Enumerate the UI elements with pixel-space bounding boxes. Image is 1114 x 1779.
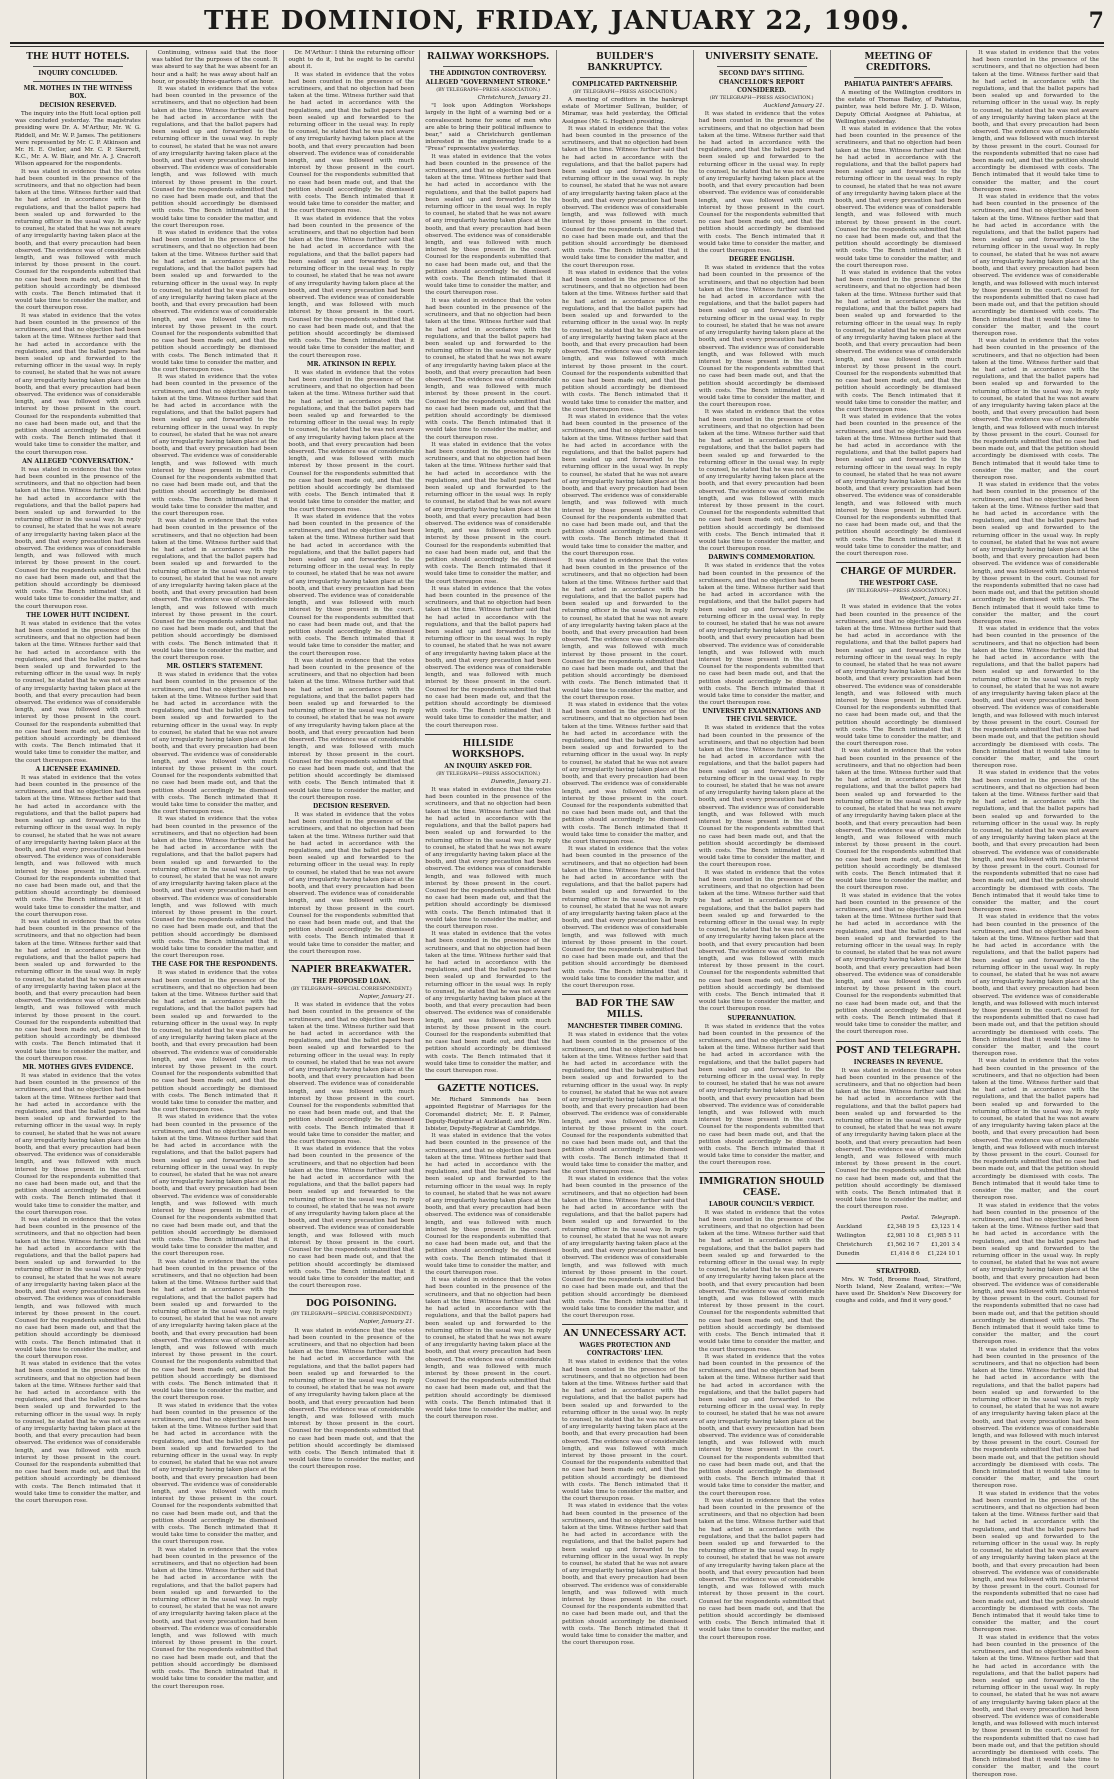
article-body: It was stated in evidence that the votes had been counted in the presence of the scrutineers, and that no objection had been taken at the time. Witness further said that he had acted in accordance with the regulations, and that the ballot papers had been sealed up and forwarded to the returning officer in the usual way. In reply to counsel, he stated that he was not aware of any irregularity having taken place at the booth, and that every precaution had been observed. The evidence was of considerable length, and was followed with much interest by those present in the court. Counsel for the respondents submitted that no case had been made out, and that the petition should accordingly be dismissed with costs. The Bench intimated that it would take time to consider the matter, and the court thereupon rose. <box>698 1209 825 1353</box>
revenue-table <box>836 1214 962 1259</box>
article-subheading: PAHIATUA PAINTER'S AFFAIRS. <box>844 81 953 88</box>
wire-credit: (BY TELEGRAPH—PRESS ASSOCIATION.) <box>709 96 814 101</box>
article-body: It was stated in evidence that the votes had been counted in the presence of the scrutineers, and that no objection had been taken at the time. Witness further said that he had acted in accordance with the regulations, and that the ballot papers had been sealed up and forwarded to the returning officer in the usual way. In reply to counsel, he stated that he was not aware of any irregularity having taken place at the booth, and that every precaution had been observed. The evidence was of considerable length, and was followed with much interest by those present in the court. Counsel for the respondents submitted that no case had been made out, and that the petition should accordingly be dismissed with costs. The Bench intimated that it would take time to consider the matter, and the court thereupon rose. <box>972 1058 1099 1202</box>
article-heading: HILLSIDE WORKSHOPS. <box>452 738 525 760</box>
article-body: It was stated in evidence that the votes had been counted in the presence of the scrutineers, and that no objection had been taken at the time. Witness further said that he had acted in accordance with the regulations, and that the ballot papers had been sealed up and forwarded to the returning officer in the usual way. In reply to counsel, he stated that he was not aware of any irregularity having taken place at the booth, and that every precaution had been observed. The evidence was of considerable length, and was followed with much interest by those present in the court. Counsel for the respondents submitted that no case had been made out, and that the petition should accordingly be dismissed with costs. The Bench intimated that it would take time to consider the matter, and the court thereupon rose. <box>698 1497 825 1641</box>
article-body: It was stated in evidence that the votes had been counted in the presence of the scrutineers, and that no objection had been taken at the time. Witness further said that he had acted in accordance with the regulations, and that the ballot papers had been sealed up and forwarded to the returning officer in the usual way. In reply to counsel, he stated that he was not aware of any irregularity having taken place at the booth, and that every precaution had been observed. The evidence was of considerable length, and was followed with much interest by those present in the court. Counsel for the respondents submitted that no case had been made out, and that the petition should accordingly be dismissed with costs. The Bench intimated that it would take time to consider the matter, and the court thereupon rose. <box>288 71 415 215</box>
article-lead: A meeting of creditors in the bankrupt estate of Mortimer Sullivan, builder, of Miramar, was held yesterday, the Official Assignee (Mr. G. Hogben) presiding. <box>562 97 688 125</box>
article-body: It was stated in evidence that the votes had been counted in the presence of the scrutineers, and that no objection had been taken at the time. Witness further said that he had acted in accordance with the regulations, and that the ballot papers had been sealed up and forwarded to the returning officer in the usual way. In reply to counsel, he stated that he was not aware of any irregularity having taken place at the booth, and that every precaution had been observed. The evidence was of considerable length, and was followed with much interest by those present in the court. Counsel for the respondents submitted that no case had been made out, and that the petition should accordingly be dismissed with costs. The Bench intimated that it would take time to consider the matter, and the court thereupon rose. <box>151 970 278 1114</box>
article-body: It was stated in evidence that the votes had been counted in the presence of the scrutineers, and that no objection had been taken at the time. Witness further said that he had acted in accordance with the regulations, and that the ballot papers had been sealed up and forwarded to the returning officer in the usual way. In reply to counsel, he stated that he was not aware of any irregularity having taken place at the booth, and that every precaution had been observed. The evidence was of considerable length, and was followed with much interest by those present in the court. Counsel for the respondents submitted that no case had been made out, and that the petition should accordingly be dismissed with costs. The Bench intimated that it would take time to consider the matter, and the court thereupon rose. <box>698 725 825 869</box>
article-body: It was stated in evidence that the votes had been counted in the presence of the scrutineers, and that no objection had been taken at the time. Witness further said that he had acted in accordance with the regulations, and that the ballot papers had been sealed up and forwarded to the returning officer in the usual way. In reply to counsel, he stated that he was not aware of any irregularity having taken place at the booth, and that every precaution had been observed. The evidence was of considerable length, and was followed with much interest by those present in the court. Counsel for the respondents submitted that no case had been made out, and that the petition should accordingly be dismissed with costs. The Bench intimated that it would take time to consider the matter, and the court thereupon rose. <box>288 215 415 359</box>
table-header-row <box>836 1214 962 1223</box>
article-body: It was stated in evidence that the votes had been counted in the presence of the scrutineers, and that no objection had been taken at the time. Witness further said that he had acted in accordance with the regulations, and that the ballot papers had been sealed up and forwarded to the returning officer in the usual way. In reply to counsel, he stated that he was not aware of any irregularity having taken place at the booth, and that every precaution had been observed. The evidence was of considerable length, and was followed with much interest by those present in the court. Counsel for the respondents submitted that no case had been made out, and that the petition should accordingly be dismissed with costs. The Bench intimated that it would take time to consider the matter, and the court thereupon rose. <box>151 672 278 816</box>
article-body: It was stated in evidence that the votes had been counted in the presence of the scrutineers, and that no objection had been taken at the time. Witness further said that he had acted in accordance with the regulations, and that the ballot papers had been sealed up and forwarded to the returning officer in the usual way. In reply to counsel, he stated that he was not aware of any irregularity having taken place at the booth, and that every precaution had been observed. The evidence was of considerable length, and was followed with much interest by those present in the court. Counsel for the respondents submitted that no case had been made out, and that the petition should accordingly be dismissed with costs. The Bench intimated that it would take time to consider the matter, and the court thereupon rose. <box>835 604 962 748</box>
divider <box>836 1263 962 1264</box>
article-body: It was stated in evidence that the votes had been counted in the presence of the scrutineers, and that no objection had been taken at the time. Witness further said that he had acted in accordance with the regulations, and that the ballot papers had been sealed up and forwarded to the returning officer in the usual way. In reply to counsel, he stated that he was not aware of any irregularity having taken place at the booth, and that every precaution had been observed. The evidence was of considerable length, and was followed with much interest by those present in the court. Counsel for the respondents submitted that no case had been made out, and that the petition should accordingly be dismissed with costs. The Bench intimated that it would take time to consider the matter, and the court thereupon rose. <box>562 1503 688 1647</box>
table-row <box>836 1241 962 1250</box>
column-6 <box>694 50 831 1779</box>
table-cell: Wellington <box>836 1232 866 1239</box>
article-heading: RAILWAY WORKSHOPS. <box>427 52 550 62</box>
article-body: It was stated in evidence that the votes had been counted in the presence of the scrutineers, and that no objection had been taken at the time. Witness further said that he had acted in accordance with the regulations, and that the ballot papers had been sealed up and forwarded to the returning officer in the usual way. In reply to counsel, he stated that he was not aware of any irregularity having taken place at the booth, and that every precaution had been observed. The evidence was of considerable length, and was followed with much interest by those present in the court. Counsel for the respondents submitted that no case had been made out, and that the petition should accordingly be dismissed with costs. The Bench intimated that it would take time to consider the matter, and the court thereupon rose. <box>972 626 1099 770</box>
column-4 <box>420 50 557 1779</box>
column-1 <box>10 50 147 1779</box>
table-row <box>836 1223 962 1232</box>
article-body: It was stated in evidence that the votes had been counted in the presence of the scrutineers, and that no objection had been taken at the time. Witness further said that he had acted in accordance with the regulations, and that the ballot papers had been sealed up and forwarded to the returning officer in the usual way. In reply to counsel, he stated that he was not aware of any irregularity having taken place at the booth, and that every precaution had been observed. The evidence was of considerable length, and was followed with much interest by those present in the court. Counsel for the respondents submitted that no case had been made out, and that the petition should accordingly be dismissed with costs. The Bench intimated that it would take time to consider the matter, and the court thereupon rose. <box>425 1277 551 1421</box>
table-cell: £1,985 5 11 <box>927 1232 961 1239</box>
article-body: It was stated in evidence that the votes had been counted in the presence of the scrutineers, and that no objection had been taken at the time. Witness further said that he had acted in accordance with the regulations, and that the ballot papers had been sealed up and forwarded to the returning officer in the usual way. In reply to counsel, he stated that he was not aware of any irregularity having taken place at the booth, and that every precaution had been observed. The evidence was of considerable length, and was followed with much interest by those present in the court. Counsel for the respondents submitted that no case had been made out, and that the petition should accordingly be dismissed with costs. The Bench intimated that it would take time to consider the matter, and the court thereupon rose. <box>698 111 825 255</box>
dateline: Dunedin, January 21. <box>490 778 551 785</box>
divider <box>717 66 807 67</box>
article-body: It was stated in evidence that the votes had been counted in the presence of the scrutineers, and that no objection had been taken at the time. Witness further said that he had acted in accordance with the regulations, and that the ballot papers had been sealed up and forwarded to the returning officer in the usual way. In reply to counsel, he stated that he was not aware of any irregularity having taken place at the booth, and that every precaution had been observed. The evidence was of considerable length, and was followed with much interest by those present in the court. Counsel for the respondents submitted that no case had been made out, and that the petition should accordingly be dismissed with costs. The Bench intimated that it would take time to consider the matter, and the court thereupon rose. <box>972 194 1099 337</box>
wire-credit: (BY TELEGRAPH—PRESS ASSOCIATION.) <box>436 88 541 93</box>
article-body: It was stated in evidence that the votes had been counted in the presence of the scrutineers, and that no objection had been taken at the time. Witness further said that he had acted in accordance with the regulations, and that the ballot papers had been sealed up and forwarded to the returning officer in the usual way. In reply to counsel, he stated that he was not aware of any irregularity having taken place at the booth, and that every precaution had been observed. The evidence was of considerable length, and was followed with much interest by those present in the court. Counsel for the respondents submitted that no case had been made out, and that the petition should accordingly be dismissed with costs. The Bench intimated that it would take time to consider the matter, and the court thereupon rose. <box>835 748 962 892</box>
article-subheading: MANCHESTER TIMBER COMING. <box>567 1023 683 1031</box>
table-cell: £2,981 10 8 <box>887 1232 920 1239</box>
dateline: Napier, January 21. <box>359 1319 415 1326</box>
article-body: It was stated in evidence that the votes had been counted in the presence of the scrutineers, and that no objection had been taken at the time. Witness further said that he had acted in accordance with the regulations, and that the ballot papers had been sealed up and forwarded to the returning officer in the usual way. In reply to counsel, he stated that he was not aware of any irregularity having taken place at the booth, and that every precaution had been observed. The evidence was of considerable length, and was followed with much interest by those present in the court. Counsel for the respondents submitted that no case had been made out, and that the petition should accordingly be dismissed with costs. The Bench intimated that it would take time to consider the matter, and the court thereupon rose. <box>562 558 688 701</box>
section-heading: MR. MOTHES GIVES EVIDENCE. <box>22 1064 134 1071</box>
article-body: It was stated in evidence that the votes had been counted in the presence of the scrutineers, and that no objection had been taken at the time. Witness further said that he had acted in accordance with the regulations, and that the ballot papers had been sealed up and forwarded to the returning officer in the usual way. In reply to counsel, he stated that he was not aware of any irregularity having taken place at the booth, and that every precaution had been observed. The evidence was of considerable length, and was followed with much interest by those present in the court. Counsel for the respondents submitted that no case had been made out, and that the petition should accordingly be dismissed with costs. The Bench intimated that it would take time to consider the matter, and the court thereupon rose. <box>15 774 141 918</box>
article-body: It was stated in evidence that the votes had been counted in the presence of the scrutineers, and that no objection had been taken at the time. Witness further said that he had acted in accordance with the regulations, and that the ballot papers had been sealed up and forwarded to the returning officer in the usual way. In reply to counsel, he stated that he was not aware of any irregularity having taken place at the booth, and that every precaution had been observed. The evidence was of considerable length, and was followed with much interest by those present in the court. Counsel for the respondents submitted that no case had been made out, and that the petition should accordingly be dismissed with costs. The Bench intimated that it would take time to consider the matter, and the court thereupon rose. <box>562 702 688 845</box>
article-heading: POST AND TELEGRAPH. <box>836 1045 961 1056</box>
divider <box>425 734 551 735</box>
article-heading: UNIVERSITY SENATE. <box>704 52 819 62</box>
article-body: It was stated in evidence that the votes had been counted in the presence of the scrutineers, and that no objection had been taken at the time. Witness further said that he had acted in accordance with the regulations, and that the ballot papers had been sealed up and forwarded to the returning officer in the usual way. In reply to counsel, he stated that he was not aware of any irregularity having taken place at the booth, and that every precaution had been observed. The evidence was of considerable length, and was followed with much interest by those present in the court. Counsel for the respondents submitted that no case had been made out, and that the petition should accordingly be dismissed with costs. The Bench intimated that it would take time to consider the matter, and the court thereupon rose. <box>15 1361 141 1504</box>
divider <box>443 66 533 67</box>
section-heading: AN ALLEGED "CONVERSATION." <box>22 457 134 465</box>
divider <box>854 77 944 78</box>
divider <box>33 81 123 82</box>
article-subheading: THE ADDINGTON CONTROVERSY. <box>429 70 547 77</box>
wire-credit: (BY TELEGRAPH—PRESS ASSOCIATION.) <box>846 589 951 595</box>
article-body: It was stated in evidence that the votes had been counted in the presence of the scrutineers, and that no objection had been taken at the time. Witness further said that he had acted in accordance with the regulations, and that the ballot papers had been sealed up and forwarded to the returning officer in the usual way. In reply to counsel, he stated that he was not aware of any irregularity having taken place at the booth, and that every precaution had been observed. The evidence was of considerable length, and was followed with much interest by those present in the court. Counsel for the respondents submitted that no case had been made out, and that the petition should accordingly be dismissed with costs. The Bench intimated that it would take time to consider the matter, and the court thereupon rose. <box>15 168 141 312</box>
article-body: It was stated in evidence that the votes had been counted in the presence of the scrutineers, and that no objection had been taken at the time. Witness further said that he had acted in accordance with the regulations, and that the ballot papers had been sealed up and forwarded to the returning officer in the usual way. In reply to counsel, he stated that he was not aware of any irregularity having taken place at the booth, and that every precaution had been observed. The evidence was of considerable length, and was followed with much interest by those present in the court. Counsel for the respondents submitted that no case had been made out, and that the petition should accordingly be dismissed with costs. The Bench intimated that it would take time to consider the matter, and the court thereupon rose. <box>562 1032 688 1176</box>
article-body: It was stated in evidence that the votes had been counted in the presence of the scrutineers, and that no objection had been taken at the time. Witness further said that he had acted in accordance with the regulations, and that the ballot papers had been sealed up and forwarded to the returning officer in the usual way. In reply to counsel, he stated that he was not aware of any irregularity having taken place at the booth, and that every precaution had been observed. The evidence was of considerable length, and was followed with much interest by those present in the court. Counsel for the respondents submitted that no case had been made out, and that the petition should accordingly be dismissed with costs. The Bench intimated that it would take time to consider the matter, and the court thereupon rose. <box>15 312 141 456</box>
article-body: It was stated in evidence that the votes had been counted in the presence of the scrutineers, and that no objection had been taken at the time. Witness further said that he had acted in accordance with the regulations, and that the ballot papers had been sealed up and forwarded to the returning officer in the usual way. In reply to counsel, he stated that he was not aware of any irregularity having taken place at the booth, and that every precaution had been observed. The evidence was of considerable length, and was followed with much interest by those present in the court. Counsel for the respondents submitted that no case had been made out, and that the petition should accordingly be dismissed with costs. The Bench intimated that it would take time to consider the matter, and the court thereupon rose. <box>151 1546 278 1690</box>
article-subheading: MR. MOTHES IN THE WITNESS BOX. <box>23 85 133 100</box>
article-lead: Continuing, witness said that the floor was tabled for the purposes of the count. It was absurd to say that he was absent for an hour and a half; he was away about half an hour, or possibly three-quarters of an hour. <box>151 50 278 85</box>
article-lead: Mrs. W. Todd, Broome Road, Stratford, North Island, New Zealand, writes:—"We have used Dr. Sheldon's New Discovery for coughs and colds, and find it very good." <box>835 1276 962 1305</box>
article-lead: Dr. M'Arthur: I think the returning officer ought to do it, but he ought to be careful about it. <box>288 50 415 71</box>
table-cell: £2,348 19 5 <box>887 1223 920 1230</box>
dateline: Napier, January 21. <box>359 993 415 1000</box>
divider <box>699 1172 825 1173</box>
article-subheading: THE PROPOSED LOAN. <box>312 977 391 985</box>
article-body: It was stated in evidence that the votes had been counted in the presence of the scrutineers, and that no objection had been taken at the time. Witness further said that he had acted in accordance with the regulations, and that the ballot papers had been sealed up and forwarded to the returning officer in the usual way. In reply to counsel, he stated that he was not aware of any irregularity having taken place at the booth, and that every precaution had been observed. The evidence was of considerable length, and was followed with much interest by those present in the court. Counsel for the respondents submitted that no case had been made out, and that the petition should accordingly be dismissed with costs. The Bench intimated that it would take time to consider the matter, and the court thereupon rose. <box>972 482 1099 626</box>
article-body: It was stated in evidence that the votes had been counted in the presence of the scrutineers, and that no objection had been taken at the time. Witness further said that he had acted in accordance with the regulations, and that the ballot papers had been sealed up and forwarded to the returning officer in the usual way. In reply to counsel, he stated that he was not aware of any irregularity having taken place at the booth, and that every precaution had been observed. The evidence was of considerable length, and was followed with much interest by those present in the court. Counsel for the respondents submitted that no case had been made out, and that the petition should accordingly be dismissed with costs. The Bench intimated that it would take time to consider the matter, and the court thereupon rose. <box>15 466 141 610</box>
article-body: It was stated in evidence that the votes had been counted in the presence of the scrutineers, and that no objection had been taken at the time. Witness further said that he had acted in accordance with the regulations, and that the ballot papers had been sealed up and forwarded to the returning officer in the usual way. In reply to counsel, he stated that he was not aware of any irregularity having taken place at the booth, and that every precaution had been observed. The evidence was of considerable length, and was followed with much interest by those present in the court. Counsel for the respondents submitted that no case had been made out, and that the petition should accordingly be dismissed with costs. The Bench intimated that it would take time to consider the matter, and the court thereupon rose. <box>698 1353 825 1497</box>
wire-credit: (BY TELEGRAPH—SPECIAL CORRESPONDENT.) <box>291 986 412 992</box>
article-body: It was stated in evidence that the votes had been counted in the presence of the scrutineers, and that no objection had been taken at the time. Witness further said that he had acted in accordance with the regulations, and that the ballot papers had been sealed up and forwarded to the returning officer in the usual way. In reply to counsel, he stated that he was not aware of any irregularity having taken place at the booth, and that every precaution had been observed. The evidence was of considerable length, and was followed with much interest by those present in the court. Counsel for the respondents submitted that no case had been made out, and that the petition should accordingly be dismissed with costs. The Bench intimated that it would take time to consider the matter, and the court thereupon rose. <box>151 816 278 960</box>
article-body: It was stated in evidence that the votes had been counted in the presence of the scrutineers, and that no objection had been taken at the time. Witness further said that he had acted in accordance with the regulations, and that the ballot papers had been sealed up and forwarded to the returning officer in the usual way. In reply to counsel, he stated that he was not aware of any irregularity having taken place at the booth, and that every precaution had been observed. The evidence was of considerable length, and was followed with much interest by those present in the court. Counsel for the respondents submitted that no case had been made out, and that the petition should accordingly be dismissed with costs. The Bench intimated that it would take time to consider the matter, and the court thereupon rose. <box>425 153 551 297</box>
dateline: Auckland January 21. <box>763 103 825 109</box>
article-body: It was stated in evidence that the votes had been counted in the presence of the scrutineers, and that no objection had been taken at the time. Witness further said that he had acted in accordance with the regulations, and that the ballot papers had been sealed up and forwarded to the returning officer in the usual way. In reply to counsel, he stated that he was not aware of any irregularity having taken place at the booth, and that every precaution had been observed. The evidence was of considerable length, and was followed with much interest by those present in the court. Counsel for the respondents submitted that no case had been made out, and that the petition should accordingly be dismissed with costs. The Bench intimated that it would take time to consider the matter, and the court thereupon rose. <box>151 518 278 662</box>
article-body: It was stated in evidence that the votes had been counted in the presence of the scrutineers, and that no objection had been taken at the time. Witness further said that he had acted in accordance with the regulations, and that the ballot papers had been sealed up and forwarded to the returning officer in the usual way. In reply to counsel, he stated that he was not aware of any irregularity having taken place at the booth, and that every precaution had been observed. The evidence was of considerable length, and was followed with much interest by those present in the court. Counsel for the respondents submitted that no case had been made out, and that the petition should accordingly be dismissed with costs. The Bench intimated that it would take time to consider the matter, and the court thereupon rose. <box>151 1258 278 1402</box>
table-cell: £1,224 10 1 <box>927 1250 961 1257</box>
article-heading: NAPIER BREAKWATER. <box>291 964 412 975</box>
article-body: It was stated in evidence that the votes had been counted in the presence of the scrutineers, and that no objection had been taken at the time. Witness further said that he had acted in accordance with the regulations, and that the ballot papers had been sealed up and forwarded to the returning officer in the usual way. In reply to counsel, he stated that he was not aware of any irregularity having taken place at the booth, and that every precaution had been observed. The evidence was of considerable length, and was followed with much interest by those present in the court. Counsel for the respondents submitted that no case had been made out, and that the petition should accordingly be dismissed with costs. The Bench intimated that it would take time to consider the matter, and the court thereupon rose. <box>835 126 962 269</box>
article-body: It was stated in evidence that the votes had been counted in the presence of the scrutineers, and that no objection had been taken at the time. Witness further said that he had acted in accordance with the regulations, and that the ballot papers had been sealed up and forwarded to the returning officer in the usual way. In reply to counsel, he stated that he was not aware of any irregularity having taken place at the booth, and that every precaution had been observed. The evidence was of considerable length, and was followed with much interest by those present in the court. Counsel for the respondents submitted that no case had been made out, and that the petition should accordingly be dismissed with costs. The Bench intimated that it would take time to consider the matter, and the court thereupon rose. <box>972 914 1099 1058</box>
article-body: It was stated in evidence that the votes had been counted in the presence of the scrutineers, and that no objection had been taken at the time. Witness further said that he had acted in accordance with the regulations, and that the ballot papers had been sealed up and forwarded to the returning officer in the usual way. In reply to counsel, he stated that he was not aware of any irregularity having taken place at the booth, and that every precaution had been observed. The evidence was of considerable length, and was followed with much interest by those present in the court. Counsel for the respondents submitted that no case had been made out, and that the petition should accordingly be dismissed with costs. The Bench intimated that it would take time to consider the matter, and the court thereupon rose. <box>835 414 962 557</box>
wire-credit: (BY TELEGRAPH—PRESS ASSOCIATION.) <box>436 771 541 777</box>
section-heading: UNIVERSITY EXAMINATIONS AND THE CIVIL SERVICE. <box>702 708 821 724</box>
article-body: It was stated in evidence that the votes had been counted in the presence of the scrutineers, and that no objection had been taken at the time. Witness further said that he had acted in accordance with the regulations, and that the ballot papers had been sealed up and forwarded to the returning officer in the usual way. In reply to counsel, he stated that he was not aware of any irregularity having taken place at the booth, and that every precaution had been observed. The evidence was of considerable length, and was followed with much interest by those present in the court. Counsel for the respondents submitted that no case had been made out, and that the petition should accordingly be dismissed with costs. The Bench intimated that it would take time to consider the matter, and the court thereupon rose. <box>288 811 415 955</box>
table-header-cell <box>836 1214 880 1223</box>
dateline: Christchurch, January 21. <box>477 95 551 101</box>
article-body: It was stated in evidence that the votes had been counted in the presence of the scrutineers, and that no objection had been taken at the time. Witness further said that he had acted in accordance with the regulations, and that the ballot papers had been sealed up and forwarded to the returning officer in the usual way. In reply to counsel, he stated that he was not aware of any irregularity having taken place at the booth, and that every precaution had been observed. The evidence was of considerable length, and was followed with much interest by those present in the court. Counsel for the respondents submitted that no case had been made out, and that the petition should accordingly be dismissed with costs. The Bench intimated that it would take time to consider the matter, and the court thereupon rose. <box>972 338 1099 481</box>
table-cell: £1,562 16 7 <box>887 1241 920 1248</box>
article-body: It was stated in evidence that the votes had been counted in the presence of the scrutineers, and that no objection had been taken at the time. Witness further said that he had acted in accordance with the regulations, and that the ballot papers had been sealed up and forwarded to the returning officer in the usual way. In reply to counsel, he stated that he was not aware of any irregularity having taken place at the booth, and that every precaution had been observed. The evidence was of considerable length, and was followed with much interest by those present in the court. Counsel for the respondents submitted that no case had been made out, and that the petition should accordingly be dismissed with costs. The Bench intimated that it would take time to consider the matter, and the court thereupon rose. <box>425 1133 551 1277</box>
article-subheading: AN INQUIRY ASKED FOR. <box>444 762 532 770</box>
column-2 <box>147 50 284 1779</box>
section-heading: DARWIN'S COMMEMORATION. <box>708 554 815 562</box>
article-heading: MEETING OF CREDITORS. <box>864 52 933 73</box>
article-subheading: COMPLICATED PARTNERSHIP. <box>572 81 678 88</box>
divider <box>33 66 123 67</box>
article-lead: A meeting of the Wellington creditors in the estate of Thomas Bailey, of Pahiatua, painter, was held before Mr. J. D. Wilson, Deputy Official Assignee at Pahiatua, at Wellington yesterday. <box>835 90 962 125</box>
article-body: It was stated in evidence that the votes had been counted in the presence of the scrutineers, and that no objection had been taken at the time. Witness further said that he had acted in accordance with the regulations, and that the ballot papers had been sealed up and forwarded to the returning officer in the usual way. In reply to counsel, he stated that he was not aware of any irregularity having taken place at the booth, and that every precaution had been observed. The evidence was of considerable length, and was followed with much interest by those present in the court. Counsel for the respondents submitted that no case had been made out, and that the petition should accordingly be dismissed with costs. The Bench intimated that it would take time to consider the matter, and the court thereupon rose. <box>698 265 825 409</box>
article-subheading: ALLEGED "GOVERNMENT STROKE." <box>425 79 551 86</box>
article-body: It was stated in evidence that the votes had been counted in the presence of the scrutineers, and that no objection had been taken at the time. Witness further said that he had acted in accordance with the regulations, and that the ballot papers had been sealed up and forwarded to the returning officer in the usual way. In reply to counsel, he stated that he was not aware of any irregularity having taken place at the booth, and that every precaution had been observed. The evidence was of considerable length, and was followed with much interest by those present in the court. Counsel for the respondents submitted that no case had been made out, and that the petition should accordingly be dismissed with costs. The Bench intimated that it would take time to consider the matter, and the court thereupon rose. <box>562 413 688 557</box>
article-body: It was stated in evidence that the votes had been counted in the presence of the scrutineers, and that no objection had been taken at the time. Witness further said that he had acted in accordance with the regulations, and that the ballot papers had been sealed up and forwarded to the returning officer in the usual way. In reply to counsel, he stated that he was not aware of any irregularity having taken place at the booth, and that every precaution had been observed. The evidence was of considerable length, and was followed with much interest by those present in the court. Counsel for the respondents submitted that no case had been made out, and that the petition should accordingly be dismissed with costs. The Bench intimated that it would take time to consider the matter, and the court thereupon rose. <box>151 1114 278 1258</box>
article-body: It was stated in evidence that the votes had been counted in the presence of the scrutineers, and that no objection had been taken at the time. Witness further said that he had acted in accordance with the regulations, and that the ballot papers had been sealed up and forwarded to the returning officer in the usual way. In reply to counsel, he stated that he was not aware of any irregularity having taken place at the booth, and that every precaution had been observed. The evidence was of considerable length, and was followed with much interest by those present in the court. Counsel for the respondents submitted that no case had been made out, and that the petition should accordingly be dismissed with costs. The Bench intimated that it would take time to consider the matter, and the court thereupon rose. <box>562 846 688 989</box>
table-cell: £3,123 1 4 <box>931 1223 961 1230</box>
article-body: It was stated in evidence that the votes had been counted in the presence of the scrutineers, and that no objection had been taken at the time. Witness further said that he had acted in accordance with the regulations, and that the ballot papers had been sealed up and forwarded to the returning officer in the usual way. In reply to counsel, he stated that he was not aware of any irregularity having taken place at the booth, and that every precaution had been observed. The evidence was of considerable length, and was followed with much interest by those present in the court. Counsel for the respondents submitted that no case had been made out, and that the petition should accordingly be dismissed with costs. The Bench intimated that it would take time to consider the matter, and the court thereupon rose. <box>972 770 1099 914</box>
article-body: It was stated in evidence that the votes had been counted in the presence of the scrutineers, and that no objection had been taken at the time. Witness further said that he had acted in accordance with the regulations, and that the ballot papers had been sealed up and forwarded to the returning officer in the usual way. In reply to counsel, he stated that he was not aware of any irregularity having taken place at the booth, and that every precaution had been observed. The evidence was of considerable length, and was followed with much interest by those present in the court. Counsel for the respondents submitted that no case had been made out, and that the petition should accordingly be dismissed with costs. The Bench intimated that it would take time to consider the matter, and the court thereupon rose. <box>288 513 415 657</box>
column-3 <box>284 50 421 1779</box>
wire-credit: (BY TELEGRAPH—PRESS ASSOCIATION.) <box>572 90 677 95</box>
article-body: It was stated in evidence that the votes had been counted in the presence of the scrutineers, and that no objection had been taken at the time. Witness further said that he had acted in accordance with the regulations, and that the ballot papers had been sealed up and forwarded to the returning officer in the usual way. In reply to counsel, he stated that he was not aware of any irregularity having taken place at the booth, and that every precaution had been observed. The evidence was of considerable length, and was followed with much interest by those present in the court. Counsel for the respondents submitted that no case had been made out, and that the petition should accordingly be dismissed with costs. The Bench intimated that it would take time to consider the matter, and the court thereupon rose. <box>15 1217 141 1360</box>
article-body: It was stated in evidence that the votes had been counted in the presence of the scrutineers, and that no objection had been taken at the time. Witness further said that he had acted in accordance with the regulations, and that the ballot papers had been sealed up and forwarded to the returning officer in the usual way. In reply to counsel, he stated that he was not aware of any irregularity having taken place at the booth, and that every precaution had been observed. The evidence was of considerable length, and was followed with much interest by those present in the court. Counsel for the respondents submitted that no case had been made out, and that the petition should accordingly be dismissed with costs. The Bench intimated that it would take time to consider the matter, and the court thereupon rose. <box>972 1634 1099 1778</box>
article-heading: THE HUTT HOTELS. <box>26 52 130 62</box>
article-body: It was stated in evidence that the votes had been counted in the presence of the scrutineers, and that no objection had been taken at the time. Witness further said that he had acted in accordance with the regulations, and that the ballot papers had been sealed up and forwarded to the returning officer in the usual way. In reply to counsel, he stated that he was not aware of any irregularity having taken place at the booth, and that every precaution had been observed. The evidence was of considerable length, and was followed with much interest by those present in the court. Counsel for the respondents submitted that no case had been made out, and that the petition should accordingly be dismissed with costs. The Bench intimated that it would take time to consider the matter, and the court thereupon rose. <box>698 409 825 553</box>
section-heading: MR. ATKINSON IN REPLY. <box>306 360 396 368</box>
article-body: It was stated in evidence that the votes had been counted in the presence of the scrutineers, and that no objection had been taken at the time. Witness further said that he had acted in accordance with the regulations, and that the ballot papers had been sealed up and forwarded to the returning officer in the usual way. In reply to counsel, he stated that he was not aware of any irregularity having taken place at the booth, and that every precaution had been observed. The evidence was of considerable length, and was followed with much interest by those present in the court. Counsel for the respondents submitted that no case had been made out, and that the petition should accordingly be dismissed with costs. The Bench intimated that it would take time to consider the matter, and the court thereupon rose. <box>151 374 278 517</box>
divider <box>580 77 670 78</box>
section-heading: MR. OSTLER'S STATEMENT. <box>166 663 263 671</box>
section-heading: DEGREE ENGLISH. <box>728 256 795 264</box>
table-cell: £1,414 8 6 <box>890 1250 920 1257</box>
article-subheading: INCREASES IN REVENUE. <box>853 1058 943 1066</box>
article-heading: IMMIGRATION SHOULD CEASE. <box>699 1176 825 1198</box>
article-body: It was stated in evidence that the votes had been counted in the presence of the scrutineers, and that no objection had been taken at the time. Witness further said that he had acted in accordance with the regulations, and that the ballot papers had been sealed up and forwarded to the returning officer in the usual way. In reply to counsel, he stated that he was not aware of any irregularity having taken place at the booth, and that every precaution had been observed. The evidence was of considerable length, and was followed with much interest by those present in the court. Counsel for the respondents submitted that no case had been made out, and that the petition should accordingly be dismissed with costs. The Bench intimated that it would take time to consider the matter, and the court thereupon rose. <box>835 892 962 1036</box>
article-subheading: LABOUR COUNCIL'S VERDICT. <box>709 1200 815 1208</box>
article-body: It was stated in evidence that the votes had been counted in the presence of the scrutineers, and that no objection had been taken at the time. Witness further said that he had acted in accordance with the regulations, and that the ballot papers had been sealed up and forwarded to the returning officer in the usual way. In reply to counsel, he stated that he was not aware of any irregularity having taken place at the booth, and that every precaution had been observed. The evidence was of considerable length, and was followed with much interest by those present in the court. Counsel for the respondents submitted that no case had been made out, and that the petition should accordingly be dismissed with costs. The Bench intimated that it would take time to consider the matter, and the court thereupon rose. <box>288 1146 415 1290</box>
article-body: It was stated in evidence that the votes had been counted in the presence of the scrutineers, and that no objection had been taken at the time. Witness further said that he had acted in accordance with the regulations, and that the ballot papers had been sealed up and forwarded to the returning officer in the usual way. In reply to counsel, he stated that he was not aware of any irregularity having taken place at the booth, and that every precaution had been observed. The evidence was of considerable length, and was followed with much interest by those present in the court. Counsel for the respondents submitted that no case had been made out, and that the petition should accordingly be dismissed with costs. The Bench intimated that it would take time to consider the matter, and the court thereupon rose. <box>288 657 415 801</box>
column-7 <box>831 50 968 1779</box>
article-body: It was stated in evidence that the votes had been counted in the presence of the scrutineers, and that no objection had been taken at the time. Witness further said that he had acted in accordance with the regulations, and that the ballot papers had been sealed up and forwarded to the returning officer in the usual way. In reply to counsel, he stated that he was not aware of any irregularity having taken place at the booth, and that every precaution had been observed. The evidence was of considerable length, and was followed with much interest by those present in the court. Counsel for the respondents submitted that no case had been made out, and that the petition should accordingly be dismissed with costs. The Bench intimated that it would take time to consider the matter, and the court thereupon rose. <box>562 269 688 413</box>
article-body: It was stated in evidence that the votes had been counted in the presence of the scrutineers, and that no objection had been taken at the time. Witness further said that he had acted in accordance with the regulations, and that the ballot papers had been sealed up and forwarded to the returning officer in the usual way. In reply to counsel, he stated that he was not aware of any irregularity having taken place at the booth, and that every precaution had been observed. The evidence was of considerable length, and was followed with much interest by those present in the court. Counsel for the respondents submitted that no case had been made out, and that the petition should accordingly be dismissed with costs. The Bench intimated that it would take time to consider the matter, and the court thereupon rose. <box>698 1023 825 1167</box>
article-body: It was stated in evidence that the votes had been counted in the presence of the scrutineers, and that no objection had been taken at the time. Witness further said that he had acted in accordance with the regulations, and that the ballot papers had been sealed up and forwarded to the returning officer in the usual way. In reply to counsel, he stated that he was not aware of any irregularity having taken place at the booth, and that every precaution had been observed. The evidence was of considerable length, and was followed with much interest by those present in the court. Counsel for the respondents submitted that no case had been made out, and that the petition should accordingly be dismissed with costs. The Bench intimated that it would take time to consider the matter, and the court thereupon rose. <box>288 369 415 513</box>
article-body: It was stated in evidence that the votes had been counted in the presence of the scrutineers, and that no objection had been taken at the time. Witness further said that he had acted in accordance with the regulations, and that the ballot papers had been sealed up and forwarded to the returning officer in the usual way. In reply to counsel, he stated that he was not aware of any irregularity having taken place at the booth, and that every precaution had been observed. The evidence was of considerable length, and was followed with much interest by those present in the court. Counsel for the respondents submitted that no case had been made out, and that the petition should accordingly be dismissed with costs. The Bench intimated that it would take time to consider the matter, and the court thereupon rose. <box>835 1067 962 1211</box>
article-heading: BAD FOR THE SAW MILLS. <box>575 999 675 1021</box>
article-heading: GAZETTE NOTICES. <box>437 1084 539 1095</box>
table-header-cell: Postal. <box>901 1214 920 1221</box>
table-cell: £1,201 3 4 <box>931 1241 961 1248</box>
article-body: It was stated in evidence that the votes had been counted in the presence of the scrutineers, and that no objection had been taken at the time. Witness further said that he had acted in accordance with the regulations, and that the ballot papers had been sealed up and forwarded to the returning officer in the usual way. In reply to counsel, he stated that he was not aware of any irregularity having taken place at the booth, and that every precaution had been observed. The evidence was of considerable length, and was followed with much interest by those present in the court. Counsel for the respondents submitted that no case had been made out, and that the petition should accordingly be dismissed with costs. The Bench intimated that it would take time to consider the matter, and the court thereupon rose. <box>562 1359 688 1503</box>
article-body: It was stated in evidence that the votes had been counted in the presence of the scrutineers, and that no objection had been taken at the time. Witness further said that he had acted in accordance with the regulations, and that the ballot papers had been sealed up and forwarded to the returning officer in the usual way. In reply to counsel, he stated that he was not aware of any irregularity having taken place at the booth, and that every precaution had been observed. The evidence was of considerable length, and was followed with much interest by those present in the court. Counsel for the respondents submitted that no case had been made out, and that the petition should accordingly be dismissed with costs. The Bench intimated that it would take time to consider the matter, and the court thereupon rose. <box>698 869 825 1013</box>
table-row <box>836 1232 962 1241</box>
article-body: It was stated in evidence that the votes had been counted in the presence of the scrutineers, and that no objection had been taken at the time. Witness further said that he had acted in accordance with the regulations, and that the ballot papers had been sealed up and forwarded to the returning officer in the usual way. In reply to counsel, he stated that he was not aware of any irregularity having taken place at the booth, and that every precaution had been observed. The evidence was of considerable length, and was followed with much interest by those present in the court. Counsel for the respondents submitted that no case had been made out, and that the petition should accordingly be dismissed with costs. The Bench intimated that it would take time to consider the matter, and the court thereupon rose. <box>425 441 551 585</box>
table-cell: Dunedin <box>836 1250 860 1257</box>
article-body: It was stated in evidence that the votes had been counted in the presence of the scrutineers, and that no objection had been taken at the time. Witness further said that he had acted in accordance with the regulations, and that the ballot papers had been sealed up and forwarded to the returning officer in the usual way. In reply to counsel, he stated that he was not aware of any irregularity having taken place at the booth, and that every precaution had been observed. The evidence was of considerable length, and was followed with much interest by those present in the court. Counsel for the respondents submitted that no case had been made out, and that the petition should accordingly be dismissed with costs. The Bench intimated that it would take time to consider the matter, and the court thereupon rose. <box>151 86 278 229</box>
table-cell: Auckland <box>836 1223 863 1230</box>
section-heading: THE LOWER HUTT INCIDENT. <box>26 611 130 619</box>
divider <box>562 994 688 995</box>
wire-credit: (BY TELEGRAPH—SPECIAL CORRESPONDENT.) <box>291 1312 412 1318</box>
article-subheading: SECOND DAY'S SITTING. <box>719 70 805 77</box>
article-subheading: WAGES PROTECTION AND CONTRACTORS' LIEN. <box>579 1342 671 1358</box>
article-body: It was stated in evidence that the votes had been counted in the presence of the scrutineers, and that no objection had been taken at the time. Witness further said that he had acted in accordance with the regulations, and that the ballot papers had been sealed up and forwarded to the returning officer in the usual way. In reply to counsel, he stated that he was not aware of any irregularity having taken place at the booth, and that every precaution had been observed. The evidence was of considerable length, and was followed with much interest by those present in the court. Counsel for the respondents submitted that no case had been made out, and that the petition should accordingly be dismissed with costs. The Bench intimated that it would take time to consider the matter, and the court thereupon rose. <box>972 1346 1099 1490</box>
article-body: It was stated in evidence that the votes had been counted in the presence of the scrutineers, and that no objection had been taken at the time. Witness further said that he had acted in accordance with the regulations, and that the ballot papers had been sealed up and forwarded to the returning officer in the usual way. In reply to counsel, he stated that he was not aware of any irregularity having taken place at the booth, and that every precaution had been observed. The evidence was of considerable length, and was followed with much interest by those present in the court. Counsel for the respondents submitted that no case had been made out, and that the petition should accordingly be dismissed with costs. The Bench intimated that it would take time to consider the matter, and the court thereupon rose. <box>425 787 551 930</box>
column-8 <box>967 50 1104 1779</box>
article-heading: CHARGE OF MURDER. <box>840 567 957 578</box>
divider <box>836 1041 962 1042</box>
section-heading: THE CASE FOR THE RESPONDENTS. <box>151 961 278 969</box>
divider <box>836 562 962 563</box>
article-body: It was stated in evidence that the votes had been counted in the presence of the scrutineers, and that no objection had been taken at the time. Witness further said that he had acted in accordance with the regulations, and that the ballot papers had been sealed up and forwarded to the returning officer in the usual way. In reply to counsel, he stated that he was not aware of any irregularity having taken place at the booth, and that every precaution had been observed. The evidence was of considerable length, and was followed with much interest by those present in the court. Counsel for the respondents submitted that no case had been made out, and that the petition should accordingly be dismissed with costs. The Bench intimated that it would take time to consider the matter, and the court thereupon rose. <box>15 620 141 764</box>
article-subheading: CHANCELLOR'S REPORT CONSIDERED. <box>718 79 805 94</box>
masthead-rule <box>10 46 1104 47</box>
article-body: It was stated in evidence that the votes had been counted in the presence of the scrutineers, and that no objection had been taken at the time. Witness further said that he had acted in accordance with the regulations, and that the ballot papers had been sealed up and forwarded to the returning officer in the usual way. In reply to counsel, he stated that he was not aware of any irregularity having taken place at the booth, and that every precaution had been observed. The evidence was of considerable length, and was followed with much interest by those present in the court. Counsel for the respondents submitted that no case had been made out, and that the petition should accordingly be dismissed with costs. The Bench intimated that it would take time to consider the matter, and the court thereupon rose. <box>425 297 551 441</box>
article-body: It was stated in evidence that the votes had been counted in the presence of the scrutineers, and that no objection had been taken at the time. Witness further said that he had acted in accordance with the regulations, and that the ballot papers had been sealed up and forwarded to the returning officer in the usual way. In reply to counsel, he stated that he was not aware of any irregularity having taken place at the booth, and that every precaution had been observed. The evidence was of considerable length, and was followed with much interest by those present in the court. Counsel for the respondents submitted that no case had been made out, and that the petition should accordingly be dismissed with costs. The Bench intimated that it would take time to consider the matter, and the court thereupon rose. <box>288 1327 415 1471</box>
article-body: It was stated in evidence that the votes had been counted in the presence of the scrutineers, and that no objection had been taken at the time. Witness further said that he had acted in accordance with the regulations, and that the ballot papers had been sealed up and forwarded to the returning officer in the usual way. In reply to counsel, he stated that he was not aware of any irregularity having taken place at the booth, and that every precaution had been observed. The evidence was of considerable length, and was followed with much interest by those present in the court. Counsel for the respondents submitted that no case had been made out, and that the petition should accordingly be dismissed with costs. The Bench intimated that it would take time to consider the matter, and the court thereupon rose. <box>425 931 551 1074</box>
article-subheading: INQUIRY CONCLUDED. <box>38 70 118 77</box>
article-lead: "I look upon Addington Workshops largely in the light of a warning bed or a convalescent home for some of men who are able to bring their political influence to bear," said a Christchurch gentleman interested in the engineering trade to a "Press" representative yesterday. <box>425 103 551 153</box>
table-header-cell: Telegraph. <box>931 1214 961 1221</box>
masthead-title: THE DOMINION, FRIDAY, JANUARY 22, 1909. <box>203 6 911 36</box>
article-lead: Mr. Richard Simmonds has been appointed Registrar of Marriages for the Coromandel district; Mr. E. P. Palmer, Deputy-Registrar at Auckland; and Mr. Wm. Isbister, Deputy-Registrar at Cambridge. <box>425 1097 551 1133</box>
divider <box>289 1294 415 1295</box>
article-body: It was stated in evidence that the votes had been counted in the presence of the scrutineers, and that no objection had been taken at the time. Witness further said that he had acted in accordance with the regulations, and that the ballot papers had been sealed up and forwarded to the returning officer in the usual way. In reply to counsel, he stated that he was not aware of any irregularity having taken place at the booth, and that every precaution had been observed. The evidence was of considerable length, and was followed with much interest by those present in the court. Counsel for the respondents submitted that no case had been made out, and that the petition should accordingly be dismissed with costs. The Bench intimated that it would take time to consider the matter, and the court thereupon rose. <box>15 918 141 1062</box>
section-heading: A LICENSEE EXAMINED. <box>35 765 121 773</box>
columns <box>10 50 1104 1778</box>
section-heading: DECISION RESERVED. <box>312 802 390 810</box>
article-body: It was stated in evidence that the votes had been counted in the presence of the scrutineers, and that no objection had been taken at the time. Witness further said that he had acted in accordance with the regulations, and that the ballot papers had been sealed up and forwarded to the returning officer in the usual way. In reply to counsel, he stated that he was not aware of any irregularity having taken place at the booth, and that every precaution had been observed. The evidence was of considerable length, and was followed with much interest by those present in the court. Counsel for the respondents submitted that no case had been made out, and that the petition should accordingly be dismissed with costs. The Bench intimated that it would take time to consider the matter, and the court thereupon rose. <box>425 585 551 729</box>
article-subheading: THE WESTPORT CASE. <box>859 580 938 588</box>
article-heading: BUILDER'S BANKRUPTCY. <box>587 52 663 73</box>
dateline: Westport, January 21. <box>899 596 962 603</box>
article-lead: The inquiry into the Hutt local option poll was concluded yesterday. The magistrates presiding were Dr. A. M'Arthur, Mr. W. G. Riddell, and Mr. W. P. James. The petitioners were represented by Mr. C. P. Atkinson and Mr. H. E. Ostler, and Mr. C. P. Skerrett, K.C., Mr. A. W. Blair, and Mr. A. J. Cracroft Wilson appeared for the respondents. <box>15 111 141 168</box>
article-body: It was stated in evidence that the votes had been counted in the presence of the scrutineers, and that no objection had been taken at the time. Witness further said that he had acted in accordance with the regulations, and that the ballot papers had been sealed up and forwarded to the returning officer in the usual way. In reply to counsel, he stated that he was not aware of any irregularity having taken place at the booth, and that every precaution had been observed. The evidence was of considerable length, and was followed with much interest by those present in the court. Counsel for the respondents submitted that no case had been made out, and that the petition should accordingly be dismissed with costs. The Bench intimated that it would take time to consider the matter, and the court thereupon rose. <box>972 50 1099 193</box>
table-cell: Christchurch <box>836 1241 873 1248</box>
article-subheading: DECISION RESERVED. <box>39 102 117 109</box>
article-body: It was stated in evidence that the votes had been counted in the presence of the scrutineers, and that no objection had been taken at the time. Witness further said that he had acted in accordance with the regulations, and that the ballot papers had been sealed up and forwarded to the returning officer in the usual way. In reply to counsel, he stated that he was not aware of any irregularity having taken place at the booth, and that every precaution had been observed. The evidence was of considerable length, and was followed with much interest by those present in the court. Counsel for the respondents submitted that no case had been made out, and that the petition should accordingly be dismissed with costs. The Bench intimated that it would take time to consider the matter, and the court thereupon rose. <box>15 1073 141 1216</box>
column-5 <box>557 50 694 1779</box>
table-row <box>836 1250 962 1259</box>
article-heading: DOG POISONING. <box>305 1299 397 1310</box>
section-heading: SUPERANNUATION. <box>727 1014 796 1022</box>
article-body: It was stated in evidence that the votes had been counted in the presence of the scrutineers, and that no objection had been taken at the time. Witness further said that he had acted in accordance with the regulations, and that the ballot papers had been sealed up and forwarded to the returning officer in the usual way. In reply to counsel, he stated that he was not aware of any irregularity having taken place at the booth, and that every precaution had been observed. The evidence was of considerable length, and was followed with much interest by those present in the court. Counsel for the respondents submitted that no case had been made out, and that the petition should accordingly be dismissed with costs. The Bench intimated that it would take time to consider the matter, and the court thereupon rose. <box>698 563 825 707</box>
article-body: It was stated in evidence that the votes had been counted in the presence of the scrutineers, and that no objection had been taken at the time. Witness further said that he had acted in accordance with the regulations, and that the ballot papers had been sealed up and forwarded to the returning officer in the usual way. In reply to counsel, he stated that he was not aware of any irregularity having taken place at the booth, and that every precaution had been observed. The evidence was of considerable length, and was followed with much interest by those present in the court. Counsel for the respondents submitted that no case had been made out, and that the petition should accordingly be dismissed with costs. The Bench intimated that it would take time to consider the matter, and the court thereupon rose. <box>151 1402 278 1546</box>
page-number: 7 <box>1088 8 1104 34</box>
article-body: It was stated in evidence that the votes had been counted in the presence of the scrutineers, and that no objection had been taken at the time. Witness further said that he had acted in accordance with the regulations, and that the ballot papers had been sealed up and forwarded to the returning officer in the usual way. In reply to counsel, he stated that he was not aware of any irregularity having taken place at the booth, and that every precaution had been observed. The evidence was of considerable length, and was followed with much interest by those present in the court. Counsel for the respondents submitted that no case had been made out, and that the petition should accordingly be dismissed with costs. The Bench intimated that it would take time to consider the matter, and the court thereupon rose. <box>562 1176 688 1320</box>
article-body: It was stated in evidence that the votes had been counted in the presence of the scrutineers, and that no objection had been taken at the time. Witness further said that he had acted in accordance with the regulations, and that the ballot papers had been sealed up and forwarded to the returning officer in the usual way. In reply to counsel, he stated that he was not aware of any irregularity having taken place at the booth, and that every precaution had been observed. The evidence was of considerable length, and was followed with much interest by those present in the court. Counsel for the respondents submitted that no case had been made out, and that the petition should accordingly be dismissed with costs. The Bench intimated that it would take time to consider the matter, and the court thereupon rose. <box>972 1490 1099 1634</box>
masthead <box>10 0 1104 44</box>
divider <box>562 1324 688 1325</box>
article-heading: AN UNNECESSARY ACT. <box>563 1329 687 1340</box>
divider <box>289 960 415 961</box>
article-body: It was stated in evidence that the votes had been counted in the presence of the scrutineers, and that no objection had been taken at the time. Witness further said that he had acted in accordance with the regulations, and that the ballot papers had been sealed up and forwarded to the returning officer in the usual way. In reply to counsel, he stated that he was not aware of any irregularity having taken place at the booth, and that every precaution had been observed. The evidence was of considerable length, and was followed with much interest by those present in the court. Counsel for the respondents submitted that no case had been made out, and that the petition should accordingly be dismissed with costs. The Bench intimated that it would take time to consider the matter, and the court thereupon rose. <box>151 230 278 373</box>
article-body: It was stated in evidence that the votes had been counted in the presence of the scrutineers, and that no objection had been taken at the time. Witness further said that he had acted in accordance with the regulations, and that the ballot papers had been sealed up and forwarded to the returning officer in the usual way. In reply to counsel, he stated that he was not aware of any irregularity having taken place at the booth, and that every precaution had been observed. The evidence was of considerable length, and was followed with much interest by those present in the court. Counsel for the respondents submitted that no case had been made out, and that the petition should accordingly be dismissed with costs. The Bench intimated that it would take time to consider the matter, and the court thereupon rose. <box>972 1202 1099 1346</box>
article-body: It was stated in evidence that the votes had been counted in the presence of the scrutineers, and that no objection had been taken at the time. Witness further said that he had acted in accordance with the regulations, and that the ballot papers had been sealed up and forwarded to the returning officer in the usual way. In reply to counsel, he stated that he was not aware of any irregularity having taken place at the booth, and that every precaution had been observed. The evidence was of considerable length, and was followed with much interest by those present in the court. Counsel for the respondents submitted that no case had been made out, and that the petition should accordingly be dismissed with costs. The Bench intimated that it would take time to consider the matter, and the court thereupon rose. <box>288 1002 415 1146</box>
divider <box>425 1079 551 1080</box>
article-subheading: STRATFORD. <box>876 1267 921 1275</box>
article-body: It was stated in evidence that the votes had been counted in the presence of the scrutineers, and that no objection had been taken at the time. Witness further said that he had acted in accordance with the regulations, and that the ballot papers had been sealed up and forwarded to the returning officer in the usual way. In reply to counsel, he stated that he was not aware of any irregularity having taken place at the booth, and that every precaution had been observed. The evidence was of considerable length, and was followed with much interest by those present in the court. Counsel for the respondents submitted that no case had been made out, and that the petition should accordingly be dismissed with costs. The Bench intimated that it would take time to consider the matter, and the court thereupon rose. <box>835 270 962 413</box>
article-body: It was stated in evidence that the votes had been counted in the presence of the scrutineers, and that no objection had been taken at the time. Witness further said that he had acted in accordance with the regulations, and that the ballot papers had been sealed up and forwarded to the returning officer in the usual way. In reply to counsel, he stated that he was not aware of any irregularity having taken place at the booth, and that every precaution had been observed. The evidence was of considerable length, and was followed with much interest by those present in the court. Counsel for the respondents submitted that no case had been made out, and that the petition should accordingly be dismissed with costs. The Bench intimated that it would take time to consider the matter, and the court thereupon rose. <box>562 125 688 269</box>
